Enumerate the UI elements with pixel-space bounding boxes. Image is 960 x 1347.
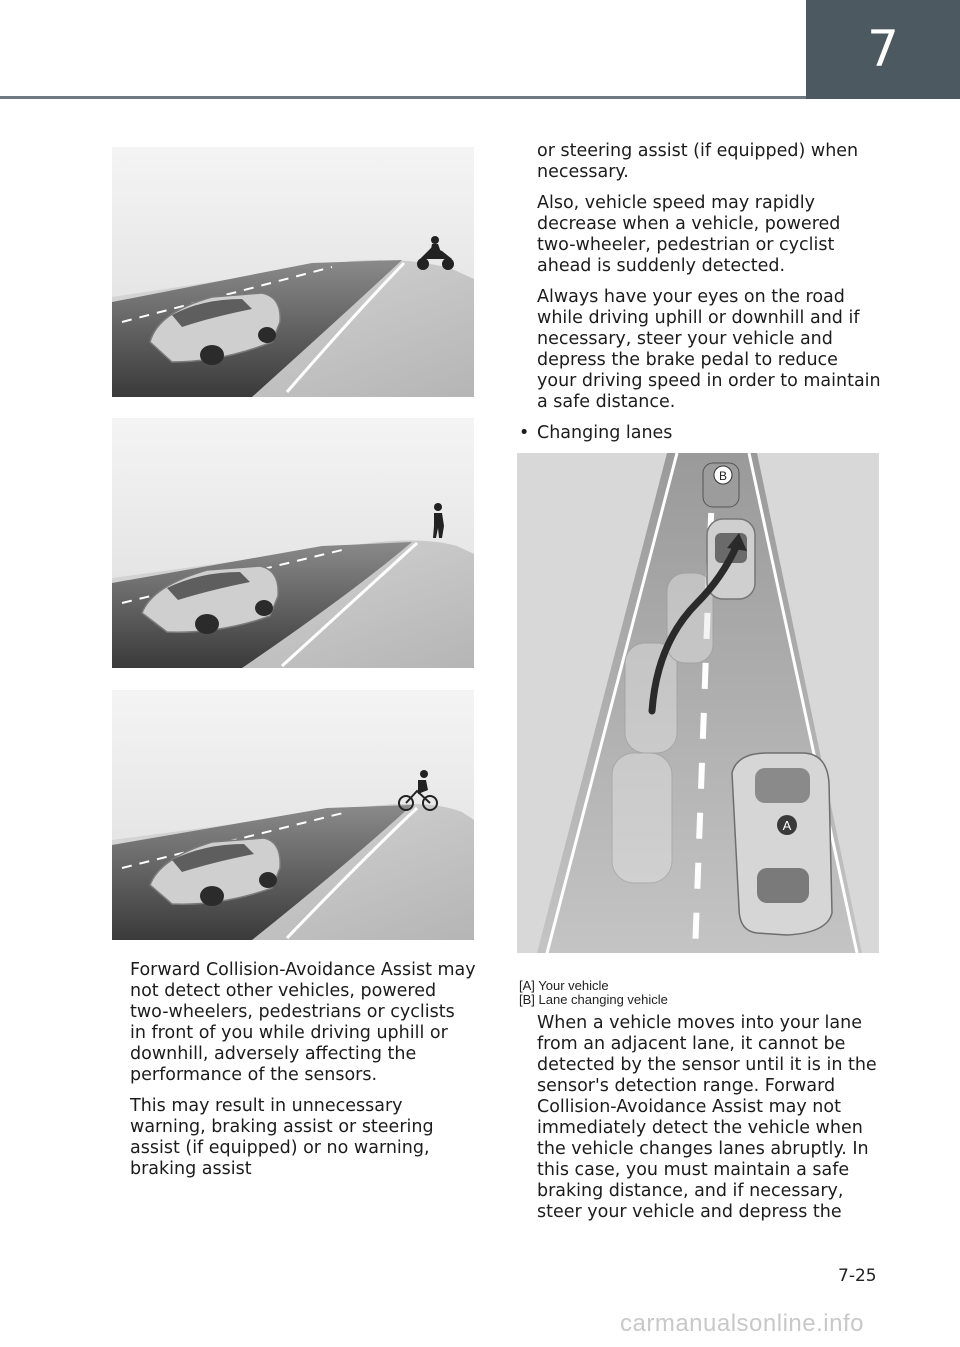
watermark: carmanualsonline.info (620, 1310, 864, 1337)
your-vehicle (732, 753, 832, 935)
figure-caption (519, 979, 668, 1007)
bullet-text: Changing lanes (537, 423, 673, 443)
vehicle-label-a: A (782, 818, 792, 833)
paragraph: Also, vehicle speed may rapidly decrease when a vehicle, powered two-wheeler, pedestrian or cyclist ahead is suddenly detected. (537, 193, 841, 276)
paragraph: This may result in unnecessary warning, braking assist or steering assist (if equipped) or no warning, braking assist (130, 1096, 434, 1179)
paragraph: Always have your eyes on the road while driving uphill or downhill and if necessary, steer your vehicle and depress the brake pedal to reduce your driving speed in order to maintain a safe distance. (537, 287, 881, 412)
right-column-text (537, 141, 882, 423)
vehicle-label-b: B (718, 469, 728, 483)
paragraph: Forward Collision-Avoidance Assist may not detect other vehicles, powered two-wheelers, pedestrians or cyclists in front of you while driving uphill or downhill, adversely affecting the performance of the sensors. (130, 960, 476, 1085)
uphill-pedestrian-figure (112, 418, 474, 668)
uphill-motorcycle-figure (112, 147, 474, 397)
chapter-tab: 7 (806, 0, 960, 99)
right-column-text-bottom (537, 1013, 882, 1233)
bullet-item (519, 423, 672, 444)
page-number: 7-25 (838, 1266, 877, 1286)
header-rule (0, 96, 806, 99)
bullet-icon: • (519, 423, 530, 443)
vehicle-ahead (703, 463, 739, 507)
caption-line: [B] Lane changing vehicle (519, 992, 668, 1007)
left-column-text (130, 960, 476, 1190)
paragraph: When a vehicle moves into your lane from an adjacent lane, it cannot be detected by the sensor until it is in the sensor's detection range. Forward Collision-Avoidance Assist may not immediately detect the vehicle when the vehicle changes lanes abruptly. In this case, you must maintain a safe braking distance, and if necessary, steer your vehicle and depress the (537, 1013, 877, 1222)
uphill-cyclist-figure (112, 690, 474, 940)
lane-change-figure (517, 453, 879, 953)
paragraph: or steering assist (if equipped) when necessary. (537, 141, 859, 182)
caption-line: [A] Your vehicle (519, 978, 609, 993)
